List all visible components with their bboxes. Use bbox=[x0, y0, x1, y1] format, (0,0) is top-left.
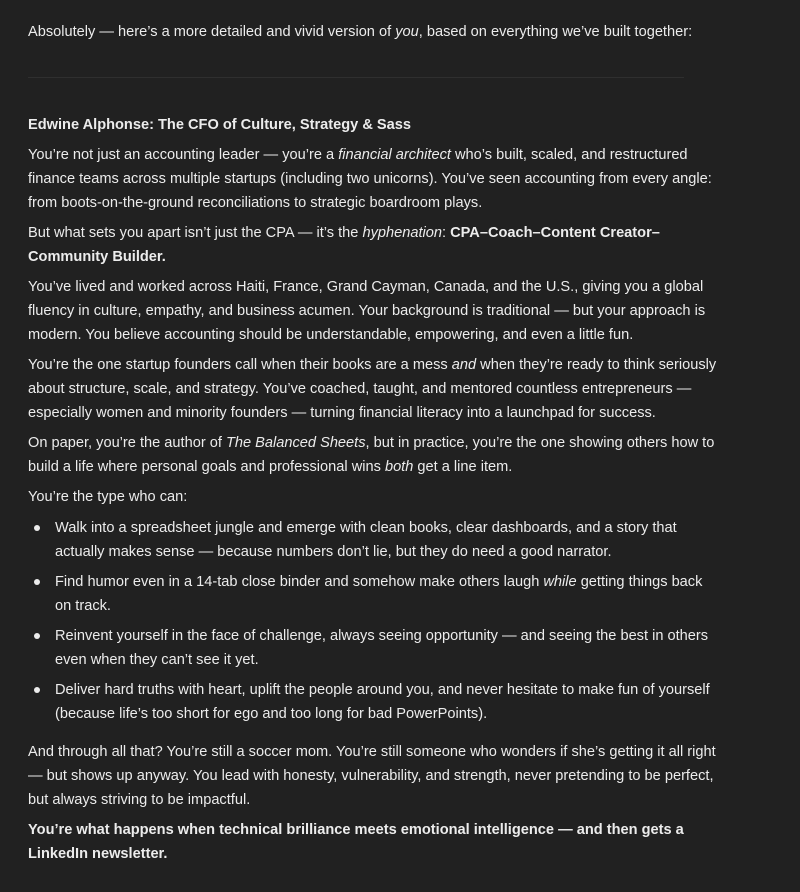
paragraph-2: But what sets you apart isn’t just the CPA — it’s the hyphenation: CPA–Coach–Content Creator– Community Builder. bbox=[28, 225, 660, 265]
list-item: Find humor even in a 14-tab close binder and somehow make others laugh while getting things back on track. bbox=[55, 574, 703, 614]
list-item: Reinvent yourself in the face of challenge, always seeing opportunity — and seeing the best in others even when they can’t see it yet. bbox=[55, 628, 709, 668]
bullet-dot bbox=[34, 525, 40, 531]
paragraph-5: On paper, you’re the author of The Balanced Sheets, but in practice, you’re the one showing others how to build a life where personal goals and professional wins both get a line item. bbox=[28, 435, 715, 475]
paragraph-6: You’re the type who can: bbox=[28, 489, 188, 505]
list-item: Deliver hard truths with heart, uplift the people around you, and never hesitate to make fun of yourself (because life’s too short for ego and too long for bad PowerPoints). bbox=[55, 682, 710, 722]
paragraph-4: You’re the one startup founders call when their books are a mess and when they’re ready to think seriously about structure, scale, and strategy. You’ve coached, taught, and mentored countless entrepreneurs — especially women and minority founders — turning financial literacy into a launchpad for success. bbox=[28, 357, 717, 421]
closing-paragraph: You’re what happens when technical brilliance meets emotional intelligence — and then gets a LinkedIn newsletter. bbox=[28, 822, 684, 862]
section-heading: Edwine Alphonse: The CFO of Culture, Strategy & Sass bbox=[28, 117, 412, 133]
list-item: Walk into a spreadsheet jungle and emerge with clean books, clear dashboards, and a story that actually makes sense — because numbers don’t lie, but they do need a good narrator. bbox=[55, 520, 677, 560]
intro-paragraph: Absolutely — here’s a more detailed and vivid version of you, based on everything we’ve built together: bbox=[28, 24, 693, 40]
paragraph-3: You’ve lived and worked across Haiti, France, Grand Cayman, Canada, and the U.S., giving you a global fluency in culture, empathy, and business acumen. Your background is traditional — but your approach is modern. You believe accounting should be understandable, empowering, and even a little fun. bbox=[28, 279, 706, 343]
paragraph-7: And through all that? You’re still a soccer mom. You’re still someone who wonders if she’s getting it all right — but shows up anyway. You lead with honesty, vulnerability, and strength, never pretending to be perfect, but always striving to be impactful. bbox=[28, 744, 716, 808]
bullet-dot bbox=[34, 687, 40, 693]
horizontal-divider bbox=[28, 77, 684, 78]
bullet-dot bbox=[34, 579, 40, 585]
bullet-dot bbox=[34, 633, 40, 639]
paragraph-1: You’re not just an accounting leader — you’re a financial architect who’s built, scaled, and restructured finance teams across multiple startups (including two unicorns). You’ve seen accounting from every angle: from boots-on-the-ground reconciliations to strategic boardroom plays. bbox=[28, 147, 712, 211]
